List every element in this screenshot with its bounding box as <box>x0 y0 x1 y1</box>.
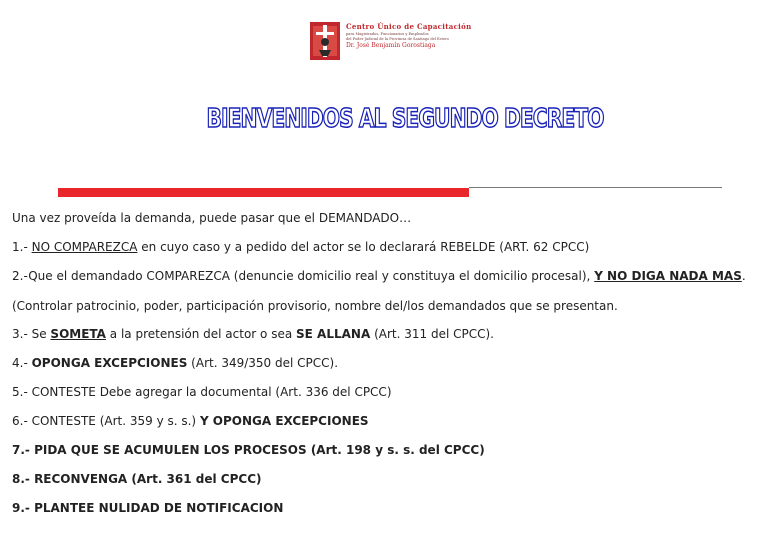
option-1-text: en cuyo caso y a pedido del actor se lo declarará REBELDE (ART. 62 CPCC) <box>141 240 590 254</box>
option-7: 7.- PIDA QUE SE ACUMULEN LOS PROCESOS (Art. 198 y s. s. del CPCC) <box>12 443 485 457</box>
option-6-number: 6.- <box>12 414 28 428</box>
option-4-key: OPONGA EXCEPCIONES <box>31 356 188 370</box>
option-1-number: 1.- <box>12 240 28 254</box>
intro-text: Una vez proveída la demanda, puede pasar que el DEMANDADO… <box>12 211 412 225</box>
option-3-text: a la pretensión del actor o sea <box>109 327 293 341</box>
option-9: 9.- PLANTEE NULIDAD DE NOTIFICACION <box>12 501 284 515</box>
logo-person-name: Dr. José Benjamín Gorostiaga <box>346 42 436 50</box>
option-4 <box>12 355 338 371</box>
option-5-number: 5.- <box>12 385 28 399</box>
option-6-key-2: Y OPONGA EXCEPCIONES <box>199 414 369 428</box>
logo-subtitle-line-1: para Magistrados, Funcionarios y Empleados <box>346 32 429 36</box>
option-3-key-2: SE ALLANA <box>296 327 371 341</box>
logo-org-name: Centro Único de Capacitación <box>346 22 472 31</box>
option-2-note: (Controlar patrocinio, poder, participación provisorio, nombre del/los demandados que se presentan. <box>12 299 618 313</box>
option-1-key: NO COMPAREZCA <box>31 240 138 254</box>
option-5 <box>12 384 392 400</box>
option-4-text: (Art. 349/350 del CPCC). <box>191 356 339 370</box>
option-2 <box>12 268 746 284</box>
option-3-rest: (Art. 311 del CPCC). <box>374 327 494 341</box>
slide-title: BIENVENIDOS AL SEGUNDO DECRETO <box>206 104 604 134</box>
institution-emblem-icon <box>310 20 340 62</box>
divider-thin-line <box>469 187 722 188</box>
institution-logo <box>310 20 480 62</box>
option-6 <box>12 413 369 429</box>
option-3-number: 3.- Se <box>12 327 47 341</box>
option-1 <box>12 239 589 255</box>
option-8: 8.- RECONVENGA (Art. 361 del CPCC) <box>12 472 262 486</box>
option-2-text: 2.-Que el demandado COMPAREZCA (denuncie domicilio real y constituya el domicilio procesal), <box>12 269 591 283</box>
option-3-key: SOMETA <box>50 327 106 341</box>
logo-org-subtitle <box>346 32 480 41</box>
option-6-key: CONTESTE <box>31 414 96 428</box>
title-divider <box>58 187 722 197</box>
option-5-text: Debe agregar la documental (Art. 336 del CPCC) <box>99 385 392 399</box>
option-4-number: 4.- <box>12 356 28 370</box>
divider-red-bar <box>58 188 469 197</box>
logo-subtitle-line-2: del Poder Judicial de la Provincia de Santiago del Estero <box>346 36 449 41</box>
option-6-text: (Art. 359 y s. s.) <box>99 414 197 428</box>
option-5-key: CONTESTE <box>31 385 96 399</box>
option-3 <box>12 326 494 342</box>
option-2-tail: . <box>741 269 746 283</box>
option-2-key: Y NO DIGA NADA MAS <box>594 269 742 283</box>
